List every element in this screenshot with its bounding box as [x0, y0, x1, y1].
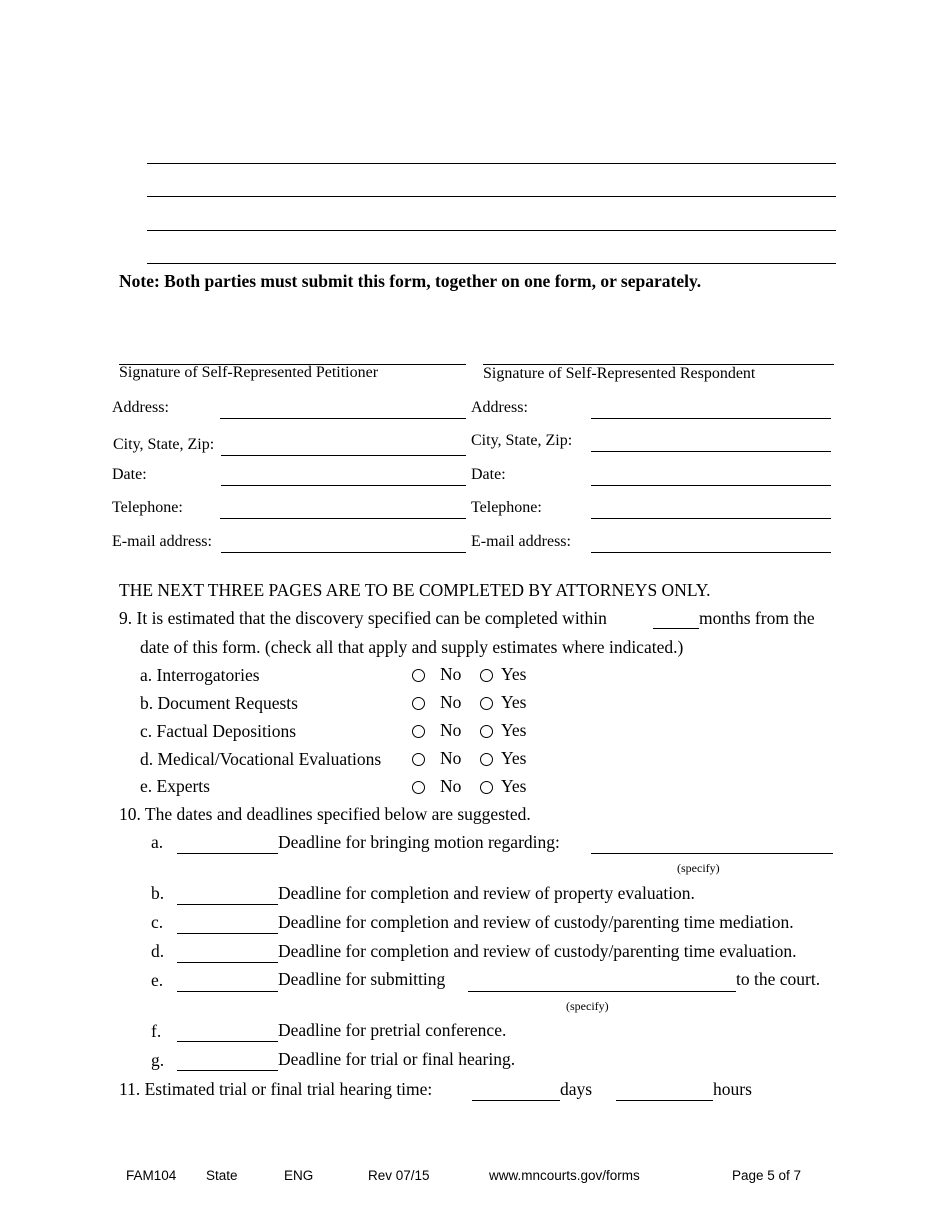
deadline-e-text: Deadline for submitting	[278, 969, 446, 989]
respondent-email-field[interactable]	[591, 552, 831, 553]
deadline-f-letter: f.	[151, 1021, 162, 1041]
factual-depositions-no-radio[interactable]	[412, 725, 425, 738]
radio-label-no: No	[440, 776, 462, 796]
interrogatories-no-radio[interactable]	[412, 669, 425, 682]
petitioner-telephone-field[interactable]	[220, 518, 466, 519]
radio-label-yes: Yes	[501, 720, 527, 740]
radio-label-no: No	[440, 692, 462, 712]
item10-intro: 10. The dates and deadlines specified below are suggested.	[119, 804, 531, 824]
respondent-date-field[interactable]	[591, 485, 831, 486]
footer-lang: ENG	[284, 1168, 314, 1183]
blank-line-1[interactable]	[147, 163, 836, 164]
respondent-city-field[interactable]	[591, 451, 831, 452]
deadline-a-letter: a.	[151, 832, 164, 852]
discovery-months-field[interactable]	[653, 628, 699, 629]
petitioner-date-field[interactable]	[221, 485, 466, 486]
footer-rev: Rev 07/15	[368, 1168, 430, 1183]
discovery-item-label: e. Experts	[140, 776, 210, 796]
respondent-city-label: City, State, Zip:	[471, 432, 573, 449]
petitioner-telephone-label: Telephone:	[112, 499, 183, 516]
deadline-c-date-field[interactable]	[177, 933, 278, 934]
deadline-e-specify-field[interactable]	[468, 991, 736, 992]
deadline-d-letter: d.	[151, 941, 165, 961]
deadline-g-letter: g.	[151, 1050, 165, 1070]
discovery-item-label: c. Factual Depositions	[140, 721, 297, 741]
radio-label-no: No	[440, 720, 462, 740]
radio-label-yes: Yes	[501, 664, 527, 684]
deadline-e-letter: e.	[151, 970, 164, 990]
deadline-e-date-field[interactable]	[177, 991, 278, 992]
petitioner-email-label: E-mail address:	[112, 533, 212, 550]
petitioner-signature-label: Signature of Self-Represented Petitioner	[119, 364, 379, 381]
petitioner-email-field[interactable]	[221, 552, 466, 553]
footer-page: Page 5 of 7	[732, 1168, 802, 1183]
petitioner-city-field[interactable]	[221, 455, 466, 456]
respondent-address-field[interactable]	[591, 418, 831, 419]
radio-label-yes: Yes	[501, 776, 527, 796]
interrogatories-yes-radio[interactable]	[480, 669, 493, 682]
petitioner-city-label: City, State, Zip:	[113, 436, 215, 453]
deadline-f-date-field[interactable]	[177, 1041, 278, 1042]
trial-days-field[interactable]	[472, 1100, 560, 1101]
item11-label: 11. Estimated trial or final trial hearing time:	[119, 1079, 433, 1099]
deadline-g-text: Deadline for trial or final hearing.	[278, 1049, 516, 1069]
document-requests-no-radio[interactable]	[412, 697, 425, 710]
respondent-date-label: Date:	[471, 466, 506, 483]
deadline-e-specify-hint: (specify)	[566, 999, 609, 1013]
medical-evaluations-yes-radio[interactable]	[480, 753, 493, 766]
deadline-a-text: Deadline for bringing motion regarding:	[278, 832, 560, 852]
deadline-d-date-field[interactable]	[177, 962, 278, 963]
blank-line-4[interactable]	[147, 263, 836, 264]
experts-no-radio[interactable]	[412, 781, 425, 794]
deadline-a-specify-field[interactable]	[591, 853, 833, 854]
petitioner-date-label: Date:	[112, 466, 147, 483]
respondent-email-label: E-mail address:	[471, 533, 571, 550]
trial-hours-field[interactable]	[616, 1100, 713, 1101]
footer-form-id: FAM104	[126, 1168, 177, 1183]
deadline-a-date-field[interactable]	[177, 853, 278, 854]
document-requests-yes-radio[interactable]	[480, 697, 493, 710]
note-text: Note: Both parties must submit this form, together on one form, or separately.	[119, 271, 702, 291]
radio-label-yes: Yes	[501, 748, 527, 768]
deadline-c-letter: c.	[151, 912, 164, 932]
respondent-telephone-label: Telephone:	[471, 499, 542, 516]
respondent-signature-label: Signature of Self-Represented Respondent	[483, 365, 756, 382]
medical-evaluations-no-radio[interactable]	[412, 753, 425, 766]
deadline-b-text: Deadline for completion and review of property evaluation.	[278, 883, 695, 903]
deadline-c-text: Deadline for completion and review of custody/parenting time mediation.	[278, 912, 794, 932]
petitioner-address-field[interactable]	[220, 418, 466, 419]
radio-label-no: No	[440, 664, 462, 684]
factual-depositions-yes-radio[interactable]	[480, 725, 493, 738]
discovery-item-label: d. Medical/Vocational Evaluations	[140, 749, 382, 769]
item11-days: days	[560, 1079, 593, 1099]
radio-label-no: No	[440, 748, 462, 768]
item9-line1-post: months from the	[699, 608, 815, 628]
deadline-b-letter: b.	[151, 883, 165, 903]
item9-line2: date of this form. (check all that apply and supply estimates where indicated.)	[140, 637, 684, 657]
deadline-a-specify-hint: (specify)	[677, 861, 720, 875]
attorneys-header: THE NEXT THREE PAGES ARE TO BE COMPLETED BY ATTORNEYS ONLY.	[119, 580, 711, 600]
footer-url[interactable]: www.mncourts.gov/forms	[489, 1168, 640, 1183]
petitioner-address-label: Address:	[112, 399, 169, 416]
blank-line-2[interactable]	[147, 196, 836, 197]
deadline-g-date-field[interactable]	[177, 1070, 278, 1071]
deadline-b-date-field[interactable]	[177, 904, 278, 905]
discovery-item-label: b. Document Requests	[140, 693, 298, 713]
blank-line-3[interactable]	[147, 230, 836, 231]
item9-line1: 9. It is estimated that the discovery specified can be completed within	[119, 608, 607, 628]
discovery-item-label: a. Interrogatories	[140, 665, 260, 685]
item11-hours: hours	[713, 1079, 752, 1099]
deadline-d-text: Deadline for completion and review of custody/parenting time evaluation.	[278, 941, 797, 961]
radio-label-yes: Yes	[501, 692, 527, 712]
respondent-address-label: Address:	[471, 399, 528, 416]
experts-yes-radio[interactable]	[480, 781, 493, 794]
footer-state: State	[206, 1168, 238, 1183]
respondent-telephone-field[interactable]	[591, 518, 831, 519]
deadline-f-text: Deadline for pretrial conference.	[278, 1020, 507, 1040]
deadline-e-post: to the court.	[736, 969, 821, 989]
